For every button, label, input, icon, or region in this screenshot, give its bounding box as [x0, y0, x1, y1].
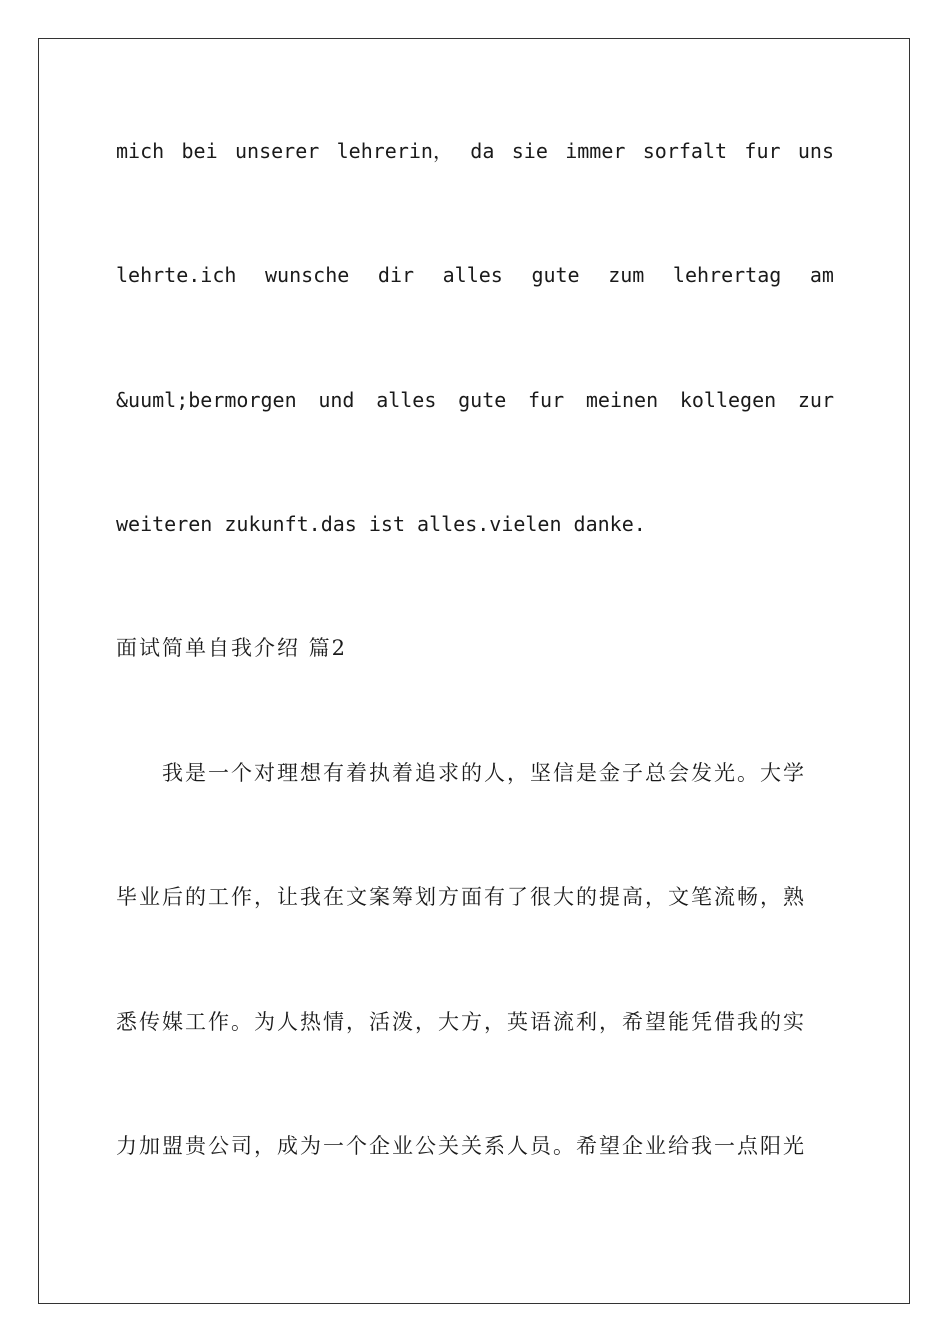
word: uns: [797, 139, 834, 163]
word: zum: [608, 263, 645, 287]
text-line-last: weiteren zukunft.das ist alles.vielen danke.: [116, 512, 646, 536]
word: fur: [744, 139, 781, 163]
paragraph-line: 悉传媒工作。为人热情，活泼，大方，英语流利，希望能凭借我的实: [116, 1010, 806, 1034]
word: lehrte.ich: [116, 263, 237, 287]
text-line: [116, 386, 834, 414]
word: alles: [442, 263, 503, 287]
page-frame: [38, 38, 910, 1304]
paragraph-line: 我是一个对理想有着执着追求的人，坚信是金子总会发光。大学: [116, 761, 806, 785]
word: zur: [797, 388, 834, 412]
word: dir: [377, 263, 415, 287]
word: gute: [531, 263, 580, 287]
word: bei: [181, 139, 218, 163]
paragraph-line: 力加盟贵公司，成为一个企业公关关系人员。希望企业给我一点阳光: [116, 1134, 806, 1158]
word: fur: [528, 388, 565, 412]
word: gute: [458, 388, 507, 412]
word: da: [470, 139, 495, 163]
word: &uuml;bermorgen: [116, 388, 297, 412]
word: sie: [511, 139, 548, 163]
word: mich: [116, 139, 165, 163]
text-line: [116, 261, 834, 289]
word: immer: [565, 139, 626, 163]
word: und: [318, 388, 355, 412]
word: am: [809, 263, 834, 287]
word: kollegen: [679, 388, 777, 412]
word: sorfalt: [642, 139, 728, 163]
paragraph-line: 毕业后的工作，让我在文案筹划方面有了很大的提高，文笔流畅，熟: [116, 885, 806, 909]
text-line: [116, 137, 834, 165]
word: unserer: [234, 139, 320, 163]
word: alles: [376, 388, 437, 412]
word: wunsche: [265, 263, 350, 287]
section-heading: 面试简单自我介绍 篇2: [116, 636, 348, 660]
word: lehrertag: [672, 263, 782, 287]
word: lehrerin，: [336, 139, 453, 163]
word: meinen: [585, 388, 659, 412]
